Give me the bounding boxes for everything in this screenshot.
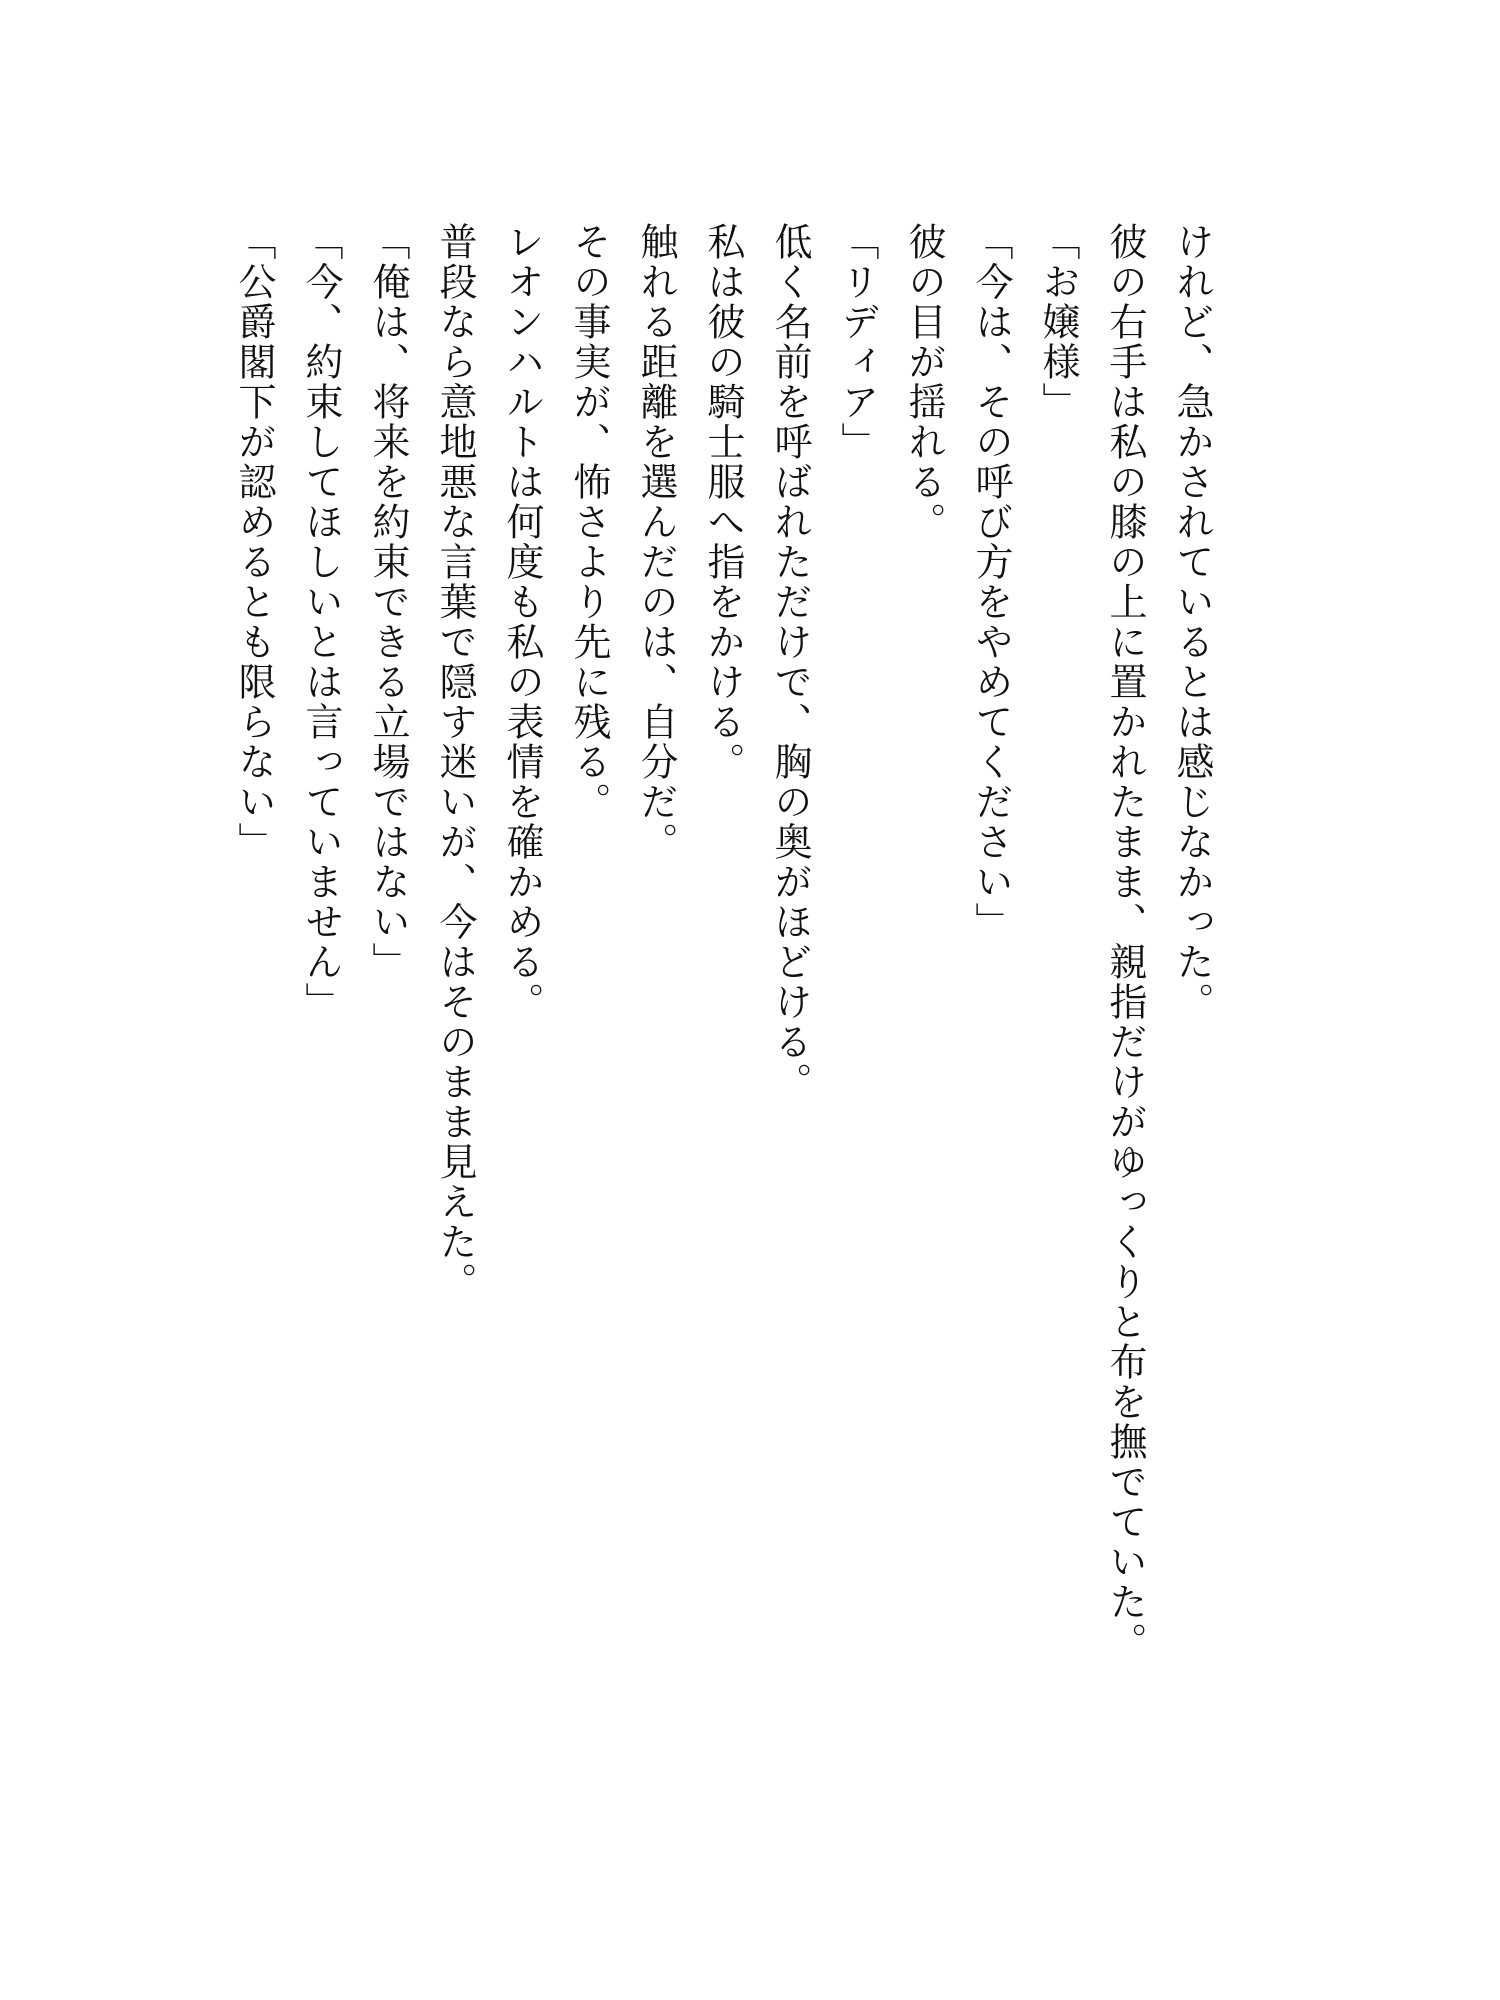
text-line-5: 彼の目が揺れる。	[902, 222, 946, 542]
text-line-13: 「俺は、将来を約束できる立場ではない」	[366, 222, 410, 982]
text-line-3: 「お嬢様」	[1036, 222, 1080, 422]
text-line-7: 低く名前を呼ばれただけで、胸の奥がほどける。	[768, 222, 812, 1102]
text-line-12: 普段なら意地悪な言葉で隠す迷いが、今はそのまま見えた。	[433, 222, 477, 1302]
text-line-11: レオンハルトは何度も私の表情を確かめる。	[500, 222, 544, 1022]
text-line-8: 私は彼の騎士服へ指をかける。	[701, 222, 745, 782]
text-line-2: 彼の右手は私の膝の上に置かれたまま、親指だけがゆっくりと布を撫でていた。	[1103, 222, 1147, 1662]
text-line-14: 「今、約束してほしいとは言っていません」	[299, 222, 343, 1022]
text-line-4: 「今は、その呼び方をやめてください」	[969, 222, 1013, 942]
text-line-9: 触れる距離を選んだのは、自分だ。	[634, 222, 678, 862]
vertical-text-block	[232, 222, 1225, 1662]
text-line-10: その事実が、怖さより先に残る。	[567, 222, 611, 822]
text-line-1: けれど、急かされているとは感じなかった。	[1170, 222, 1214, 1022]
text-line-15: 「公爵閣下が認めるとも限らない」	[232, 222, 276, 862]
text-line-6: 「リディア」	[835, 222, 879, 462]
